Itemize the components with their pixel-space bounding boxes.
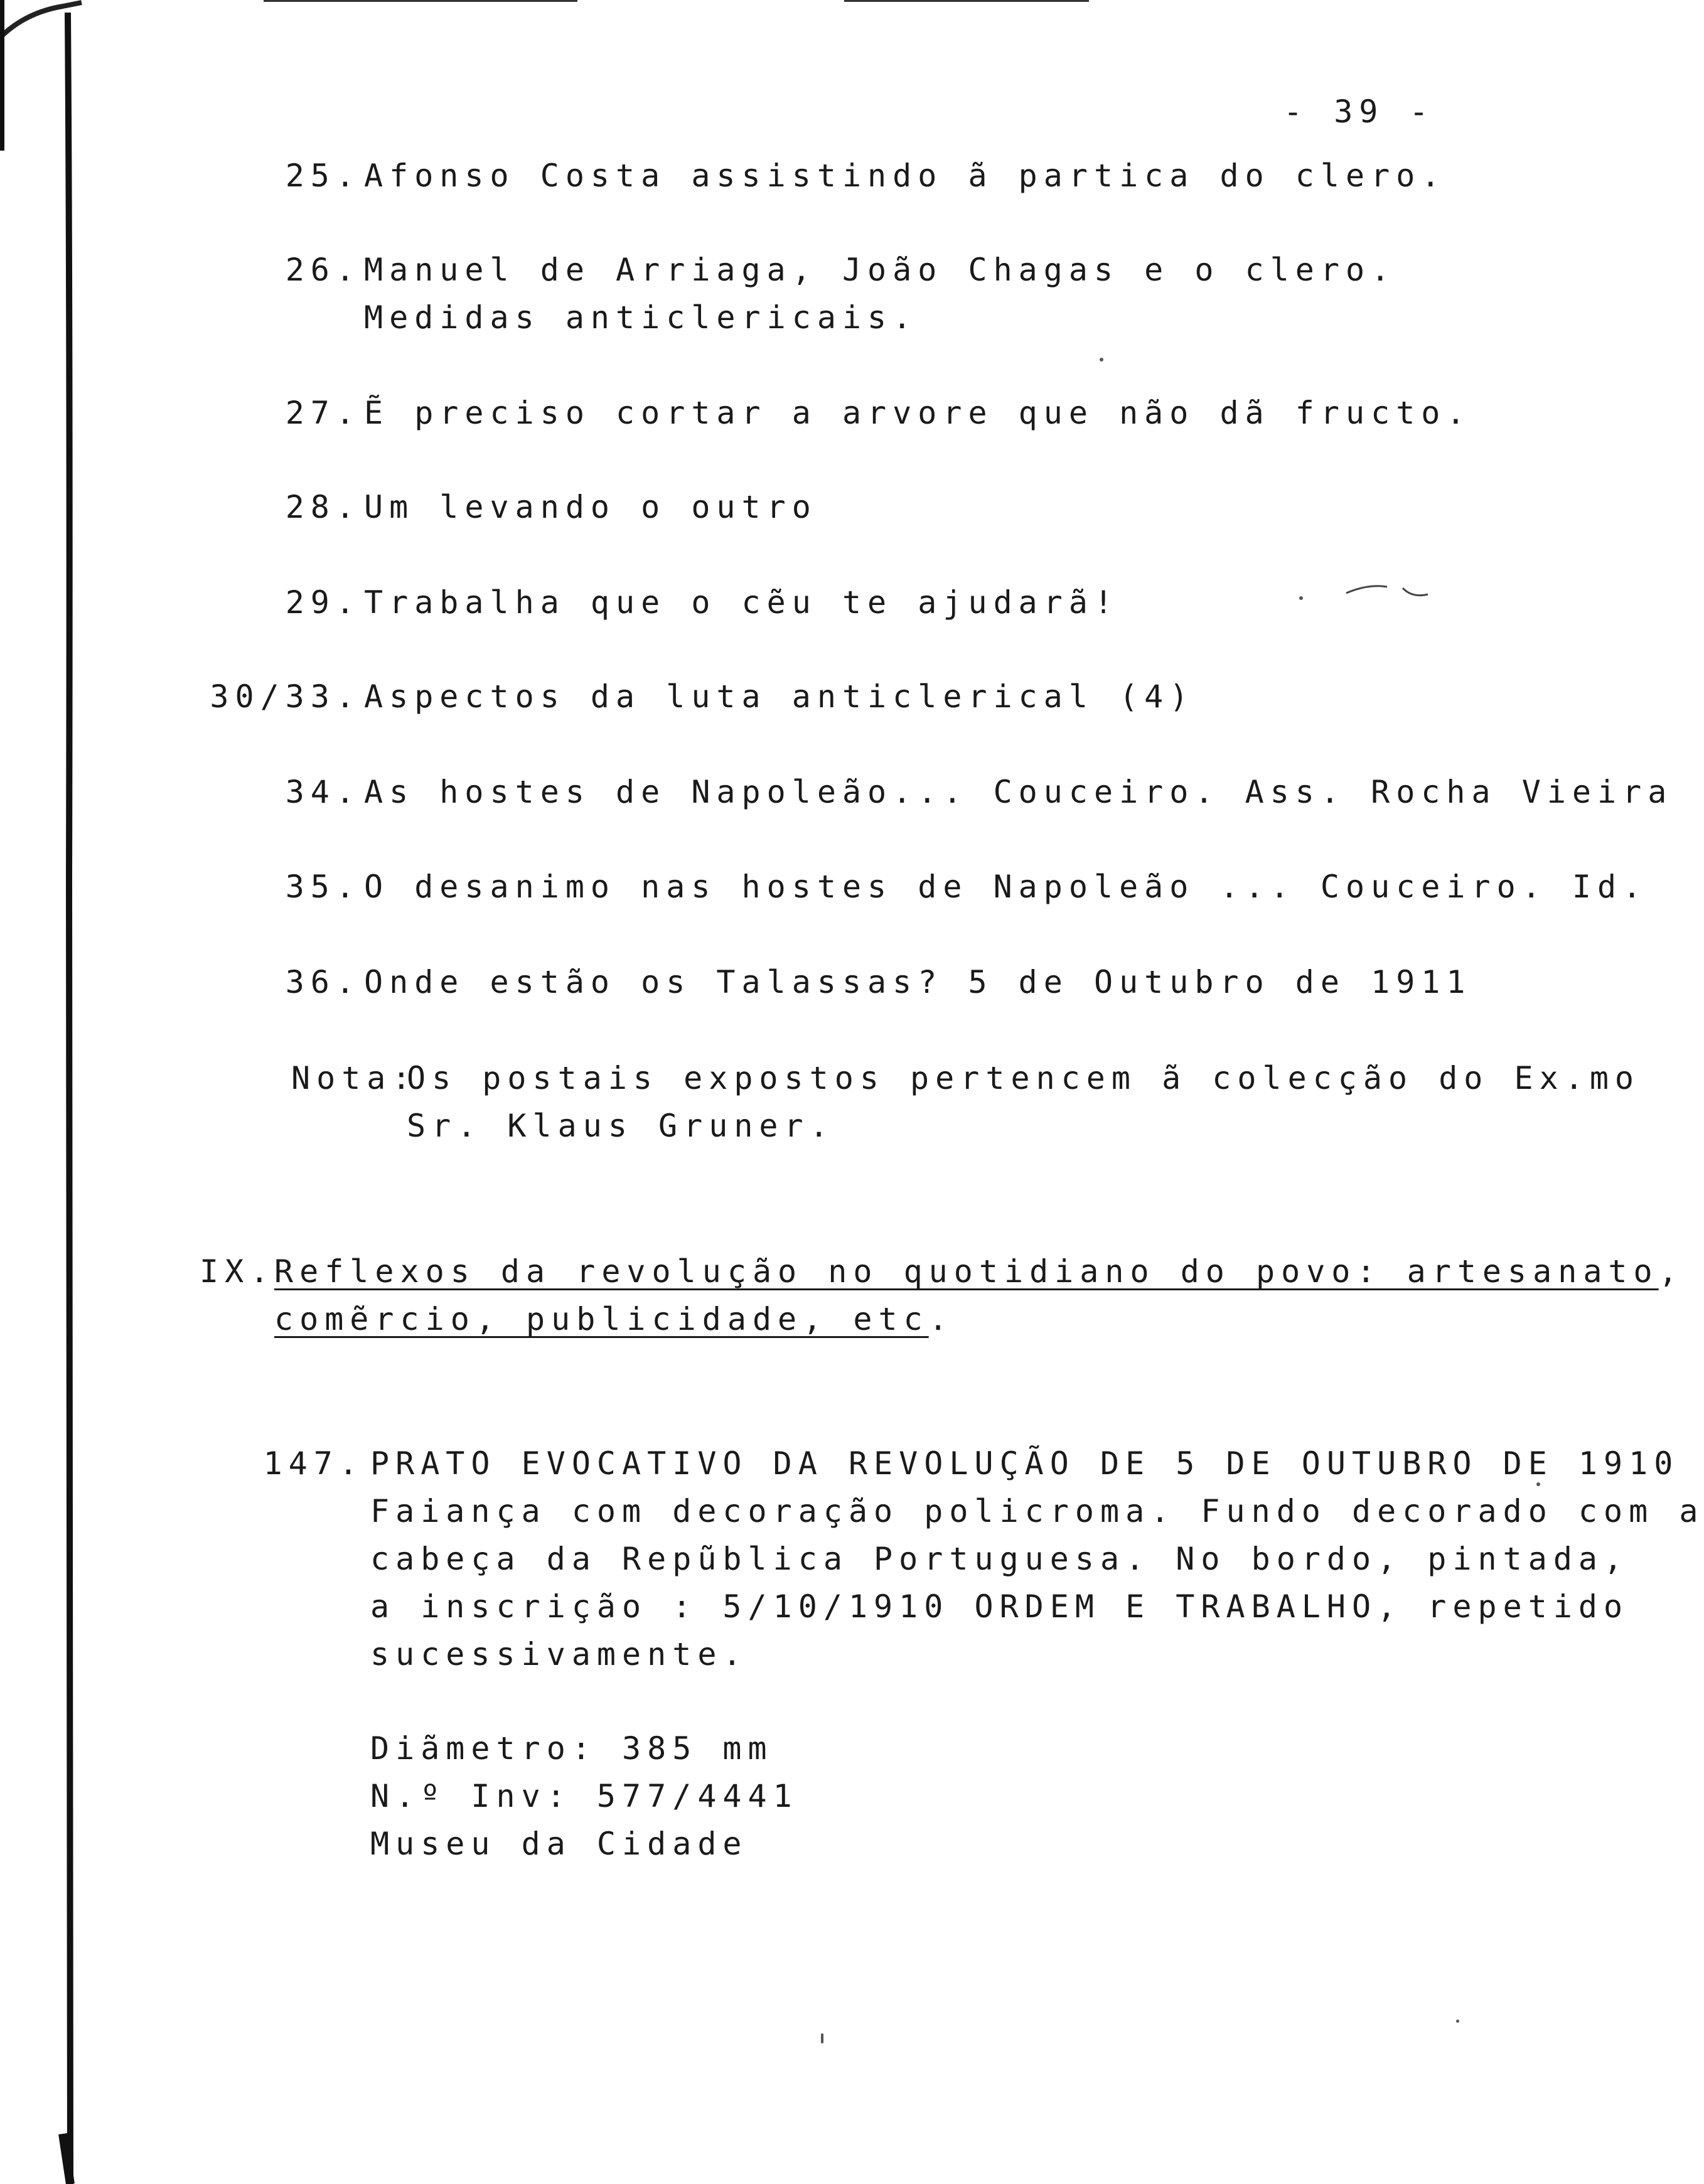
item-number: 28.	[285, 489, 361, 525]
scan-speck	[821, 2033, 823, 2043]
item-number: 25.	[285, 158, 361, 194]
entry-text: Faiança com decoração policroma. Fundo decorado com a	[370, 1493, 1704, 1529]
item-number: 26.	[285, 252, 361, 288]
entry-text: a inscrição : 5/10/1910 ORDEM E TRABALHO, repetido	[370, 1588, 1629, 1625]
note-text: Os postais expostos pertencem ã colecção do Ex.mo	[407, 1060, 1641, 1096]
entry-number: 147.	[263, 1445, 364, 1482]
section-numeral: IX.	[200, 1253, 276, 1290]
entry-text: cabeça da Repũblica Portuguesa. No bordo, pintada,	[370, 1541, 1629, 1577]
scan-speck	[1100, 358, 1103, 361]
page-number: - 39 -	[1283, 94, 1435, 130]
top-rule-right	[844, 0, 1089, 2]
item-text: Manuel de Arriaga, João Chagas e o clero.	[364, 252, 1396, 288]
section-title-line-2	[274, 1300, 954, 1338]
section-title-text: comẽrcio, publicidade, etc	[274, 1301, 929, 1337]
top-rule-left	[264, 0, 577, 2]
item-text: Ẽ preciso cortar a arvore que não dã fructo.	[364, 395, 1472, 431]
item-text: Medidas anticlericais.	[364, 299, 918, 336]
item-text: Afonso Costa assistindo ã partica do clero.	[364, 158, 1447, 194]
item-text: Onde estão os Talassas? 5 de Outubro de 1911	[364, 964, 1472, 1000]
item-text: O desanimo nas hostes de Napoleão ... Couceiro. Id.	[364, 869, 1648, 905]
note-label: Nota:	[291, 1060, 417, 1096]
entry-location: Museu da Cidade	[370, 1826, 748, 1862]
entry-diameter: Diãmetro: 385 mm	[370, 1730, 773, 1767]
section-title-text: Reflexos da revolução no quotidiano do povo: artesanato	[274, 1253, 1659, 1290]
item-text: Um levando o outro	[364, 489, 817, 525]
item-text: Aspectos da luta anticlerical (4)	[364, 678, 1195, 715]
item-number: 29.	[285, 584, 361, 621]
binder-edge-graphic	[0, 0, 82, 2184]
section-title-punct: .	[928, 1301, 954, 1337]
item-text: As hostes de Napoleão... Couceiro. Ass. Rocha Vieira	[364, 774, 1673, 810]
entry-text: PRATO EVOCATIVO DA REVOLUÇÃO DE 5 DE OUTUBRO DE 1910	[370, 1445, 1680, 1482]
scan-speck	[1299, 596, 1303, 600]
section-title-punct: ,	[1658, 1253, 1684, 1290]
item-number: 36.	[285, 964, 361, 1000]
pen-mark-graphic	[1343, 581, 1431, 606]
note-text: Sr. Klaus Gruner.	[407, 1108, 835, 1144]
entry-text: sucessivamente.	[370, 1636, 748, 1673]
item-number: 34.	[285, 774, 361, 810]
item-text: Trabalha que o cẽu te ajudarã!	[364, 584, 1120, 621]
item-number: 27.	[285, 395, 361, 431]
entry-inventory: N.º Inv: 577/4441	[370, 1778, 798, 1814]
item-number: 35.	[285, 869, 361, 905]
section-title-line-1	[274, 1253, 1684, 1290]
item-number: 30/33.	[210, 678, 361, 715]
scan-speck	[1536, 1482, 1540, 1486]
scan-speck	[1456, 2020, 1459, 2023]
